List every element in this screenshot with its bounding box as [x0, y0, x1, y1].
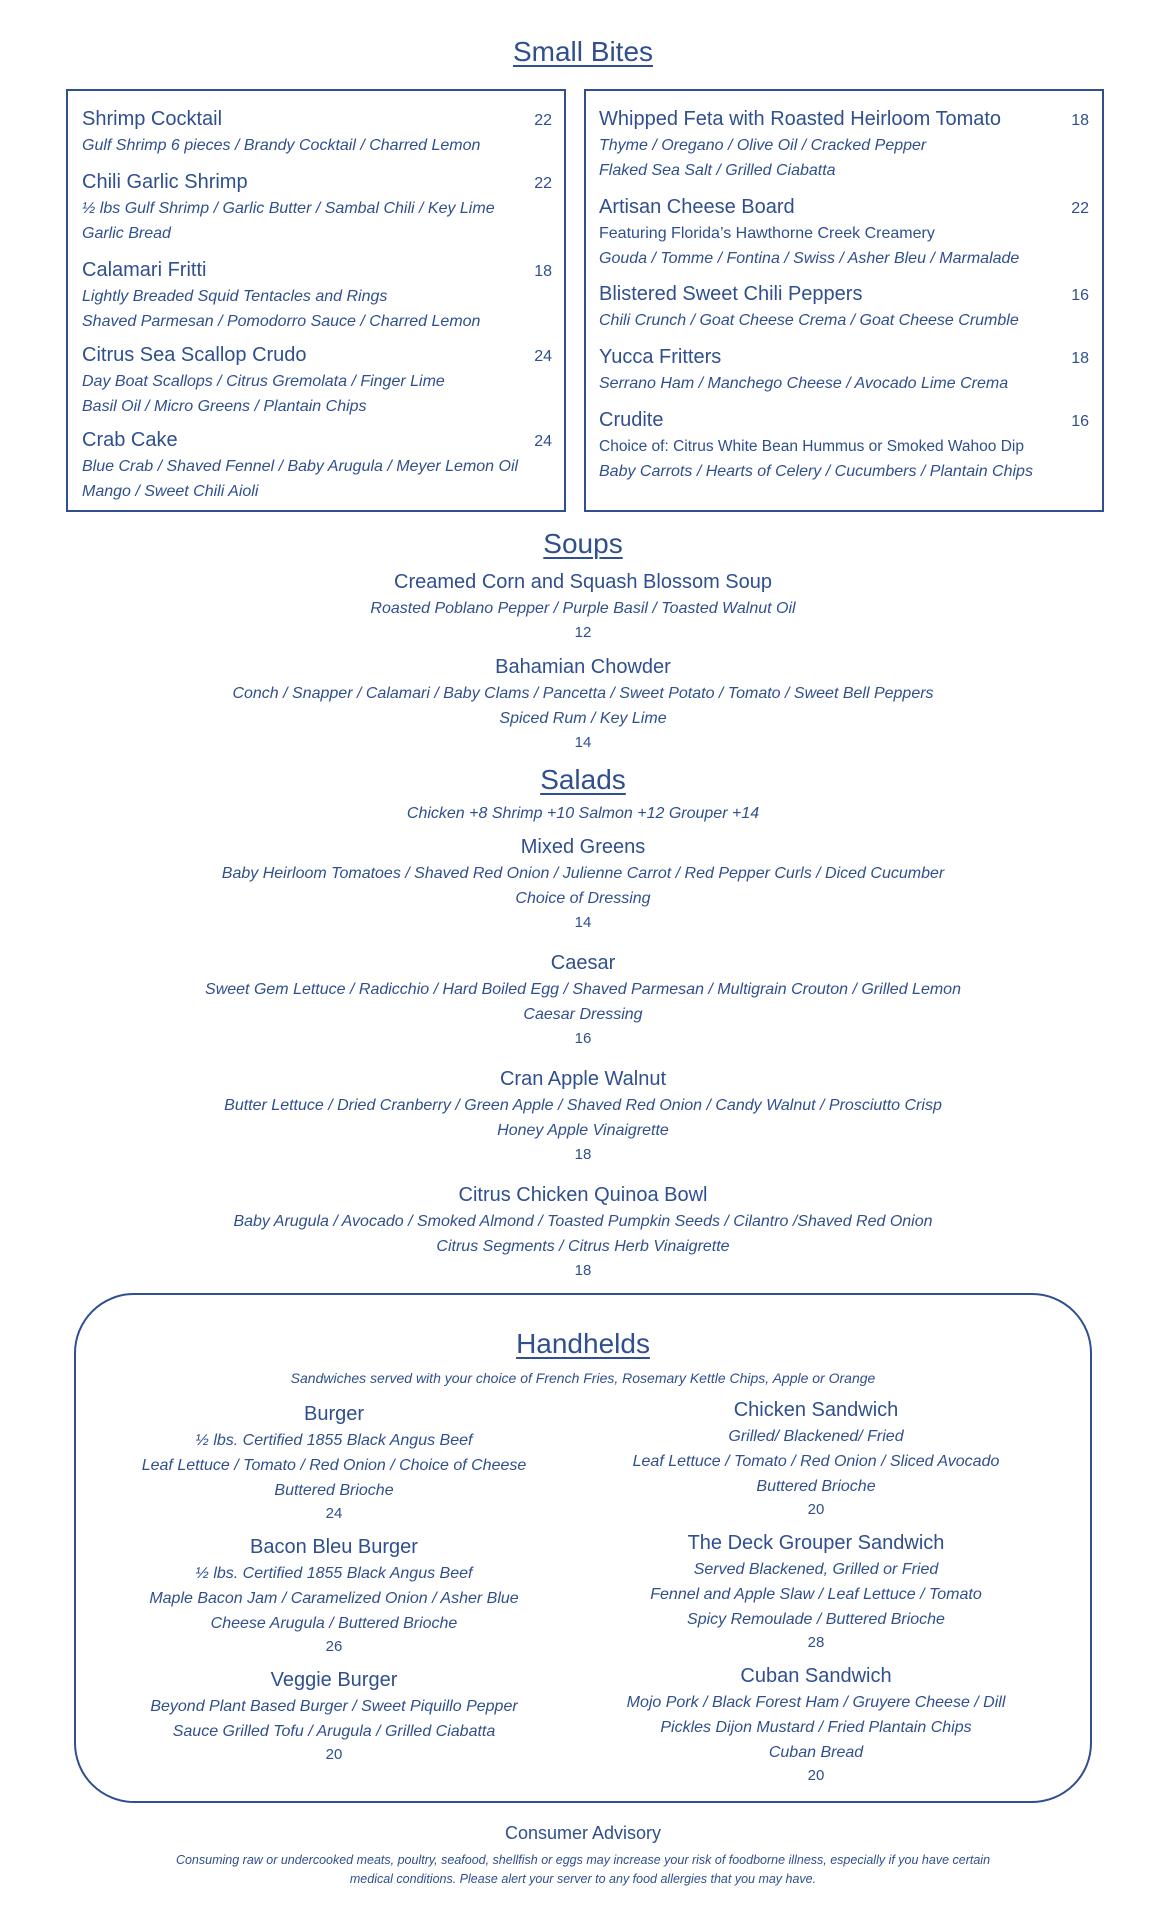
item-desc: Sweet Gem Lettuce / Radicchio / Hard Boiled Egg / Shaved Parmesan / Multigrain Crouton / Grilled Lemon	[205, 981, 961, 998]
item-desc: Mango / Sweet Chili Aioli	[82, 483, 259, 500]
menu-item	[82, 171, 552, 246]
item-price: 18	[534, 263, 552, 280]
item-desc: Gouda / Tomme / Fontina / Swiss / Asher Bleu / Marmalade	[599, 250, 1020, 267]
item-price: 16	[574, 1030, 592, 1047]
item-price: 22	[534, 175, 552, 192]
item-desc: Beyond Plant Based Burger / Sweet Piquillo Pepper	[150, 1698, 518, 1715]
item-desc: Chili Crunch / Goat Cheese Crema / Goat Cheese Crumble	[599, 312, 1019, 329]
item-desc: Buttered Brioche	[756, 1478, 876, 1495]
item-desc: Basil Oil / Micro Greens / Plantain Chips	[82, 398, 367, 415]
item-desc: Conch / Snapper / Calamari / Baby Clams / Pancetta / Sweet Potato / Tomato / Sweet Bell Peppers	[232, 685, 934, 702]
item-desc: Caesar Dressing	[523, 1006, 643, 1023]
item-price: 24	[534, 348, 552, 365]
item-price: 18	[574, 1146, 592, 1163]
item-desc: Mojo Pork / Black Forest Ham / Gruyere Cheese / Dill	[626, 1694, 1006, 1711]
item-desc: Sauce Grilled Tofu / Arugula / Grilled Ciabatta	[172, 1723, 496, 1740]
item-name: The Deck Grouper Sandwich	[687, 1532, 945, 1554]
handheld-item	[114, 1533, 554, 1658]
item-name: Artisan Cheese Board	[599, 196, 795, 218]
item-price: 14	[574, 914, 592, 931]
item-name: Blistered Sweet Chili Peppers	[599, 283, 863, 305]
item-name: Burger	[303, 1403, 365, 1425]
menu-item	[82, 259, 552, 334]
item-name: Calamari Fritti	[82, 259, 207, 281]
item-desc: Leaf Lettuce / Tomato / Red Onion / Sliced Avocado	[632, 1453, 1000, 1470]
item-price: 16	[1071, 287, 1089, 304]
menu-item	[599, 409, 1089, 484]
soup-item	[0, 568, 1166, 645]
item-desc: Flaked Sea Salt / Grilled Ciabatta	[599, 162, 836, 179]
item-name: Caesar	[550, 952, 616, 974]
menu-item	[599, 283, 1089, 333]
handhelds-title: Handhelds	[516, 1328, 650, 1359]
item-name: Creamed Corn and Squash Blossom Soup	[394, 571, 772, 593]
item-desc: Baby Heirloom Tomatoes / Shaved Red Onion / Julienne Carrot / Red Pepper Curls / Diced Cucumber	[221, 865, 945, 882]
soup-item	[0, 653, 1166, 755]
item-price: 26	[325, 1638, 343, 1655]
menu-item	[599, 346, 1089, 396]
handheld-item	[114, 1666, 554, 1766]
salads-title: Salads	[540, 764, 626, 795]
item-price: 20	[807, 1767, 825, 1784]
item-desc: Featuring Florida’s Hawthorne Creek Creamery	[599, 225, 935, 242]
item-desc: Cheese Arugula / Buttered Brioche	[210, 1615, 458, 1632]
item-desc: Grilled/ Blackened/ Fried	[728, 1428, 904, 1445]
item-price: 14	[574, 734, 592, 751]
item-price: 22	[1071, 200, 1089, 217]
menu-item	[82, 344, 552, 419]
item-price: 20	[325, 1746, 343, 1763]
item-desc: ½ lbs. Certified 1855 Black Angus Beef	[195, 1432, 473, 1449]
item-desc: Choice of Dressing	[515, 890, 651, 907]
item-desc: Baby Arugula / Avocado / Smoked Almond / Toasted Pumpkin Seeds / Cilantro /Shaved Red Onion	[233, 1213, 933, 1230]
soups-title: Soups	[543, 528, 623, 559]
menu-item	[82, 108, 552, 158]
item-price: 16	[1071, 413, 1089, 430]
item-desc: Garlic Bread	[82, 225, 171, 242]
item-name: Bacon Bleu Burger	[250, 1536, 418, 1558]
item-desc: Cuban Bread	[768, 1744, 864, 1761]
item-desc: Shaved Parmesan / Pomodorro Sauce / Charred Lemon	[82, 313, 481, 330]
item-desc: Honey Apple Vinaigrette	[497, 1122, 669, 1139]
item-desc: Choice of: Citrus White Bean Hummus or Smoked Wahoo Dip	[599, 438, 1024, 455]
item-price: 24	[534, 433, 552, 450]
handheld-item	[596, 1529, 1036, 1654]
item-price: 18	[1071, 350, 1089, 367]
item-desc: Butter Lettuce / Dried Cranberry / Green Apple / Shaved Red Onion / Candy Walnut / Prosciutto Crisp	[224, 1097, 942, 1114]
salad-item	[0, 1181, 1166, 1283]
item-name: Bahamian Chowder	[495, 656, 671, 678]
handhelds-note: Sandwiches served with your choice of French Fries, Rosemary Kettle Chips, Apple or Orange	[290, 1370, 876, 1386]
item-name: Whipped Feta with Roasted Heirloom Tomato	[599, 108, 1002, 130]
item-name: Chili Garlic Shrimp	[82, 171, 248, 193]
item-price: 20	[807, 1501, 825, 1518]
salad-item	[0, 949, 1166, 1051]
item-desc: Gulf Shrimp 6 pieces / Brandy Cocktail / Charred Lemon	[82, 137, 481, 154]
item-name: Citrus Sea Scallop Crudo	[82, 344, 307, 366]
item-name: Chicken Sandwich	[733, 1399, 899, 1421]
item-price: 12	[574, 624, 592, 641]
item-price: 18	[574, 1262, 592, 1279]
advisory-title: Consumer Advisory	[504, 1823, 662, 1843]
item-name: Citrus Chicken Quinoa Bowl	[458, 1184, 708, 1206]
handheld-item	[596, 1396, 1036, 1521]
item-desc: Thyme / Oregano / Olive Oil / Cracked Pepper	[599, 137, 927, 154]
salad-item	[0, 833, 1166, 935]
item-desc: Pickles Dijon Mustard / Fried Plantain Chips	[660, 1719, 972, 1736]
item-name: Mixed Greens	[520, 836, 646, 858]
item-desc: Lightly Breaded Squid Tentacles and Rings	[82, 288, 388, 305]
advisory-line-1: Consuming raw or undercooked meats, poultry, seafood, shellfish or eggs may increase your risk of foodborne illness, especially if you have certain	[175, 1853, 991, 1867]
item-name: Crab Cake	[82, 429, 178, 451]
item-price: 18	[1071, 112, 1089, 129]
handheld-item	[596, 1662, 1036, 1787]
item-desc: Maple Bacon Jam / Caramelized Onion / Asher Blue	[149, 1590, 519, 1607]
item-price: 22	[534, 112, 552, 129]
item-desc: ½ lbs Gulf Shrimp / Garlic Butter / Sambal Chili / Key Lime	[82, 200, 495, 217]
menu-item	[599, 108, 1089, 183]
item-desc: Blue Crab / Shaved Fennel / Baby Arugula / Meyer Lemon Oil	[82, 458, 519, 475]
item-desc: Citrus Segments / Citrus Herb Vinaigrette	[436, 1238, 730, 1255]
item-desc: Leaf Lettuce / Tomato / Red Onion / Choice of Cheese	[141, 1457, 527, 1474]
item-desc: Spicy Remoulade / Buttered Brioche	[687, 1611, 945, 1628]
salad-addons: Chicken +8 Shrimp +10 Salmon +12 Grouper +14	[406, 805, 760, 822]
item-price: 28	[807, 1634, 825, 1651]
item-name: Cuban Sandwich	[740, 1665, 892, 1687]
item-desc: Serrano Ham / Manchego Cheese / Avocado Lime Crema	[599, 375, 1009, 392]
item-name: Shrimp Cocktail	[82, 108, 223, 130]
menu-item	[599, 196, 1089, 271]
item-desc: Fennel and Apple Slaw / Leaf Lettuce / Tomato	[650, 1586, 982, 1603]
item-desc: Buttered Brioche	[274, 1482, 394, 1499]
item-name: Yucca Fritters	[599, 346, 722, 368]
salad-item	[0, 1065, 1166, 1167]
handheld-item	[114, 1400, 554, 1525]
item-desc: ½ lbs. Certified 1855 Black Angus Beef	[195, 1565, 473, 1582]
small-bites-title: Small Bites	[512, 36, 654, 67]
item-name: Crudite	[599, 409, 664, 431]
item-desc: Baby Carrots / Hearts of Celery / Cucumbers / Plantain Chips	[599, 463, 1033, 480]
item-name: Veggie Burger	[270, 1669, 398, 1691]
item-desc: Day Boat Scallops / Citrus Gremolata / Finger Lime	[82, 373, 445, 390]
menu-item	[82, 429, 552, 504]
item-price: 24	[325, 1505, 343, 1522]
item-desc: Spiced Rum / Key Lime	[499, 710, 667, 727]
item-name: Cran Apple Walnut	[499, 1068, 666, 1090]
item-desc: Roasted Poblano Pepper / Purple Basil / Toasted Walnut Oil	[370, 600, 796, 617]
advisory-line-2: medical conditions. Please alert your server to any food allergies that you may have.	[349, 1872, 817, 1886]
item-desc: Served Blackened, Grilled or Fried	[693, 1561, 939, 1578]
